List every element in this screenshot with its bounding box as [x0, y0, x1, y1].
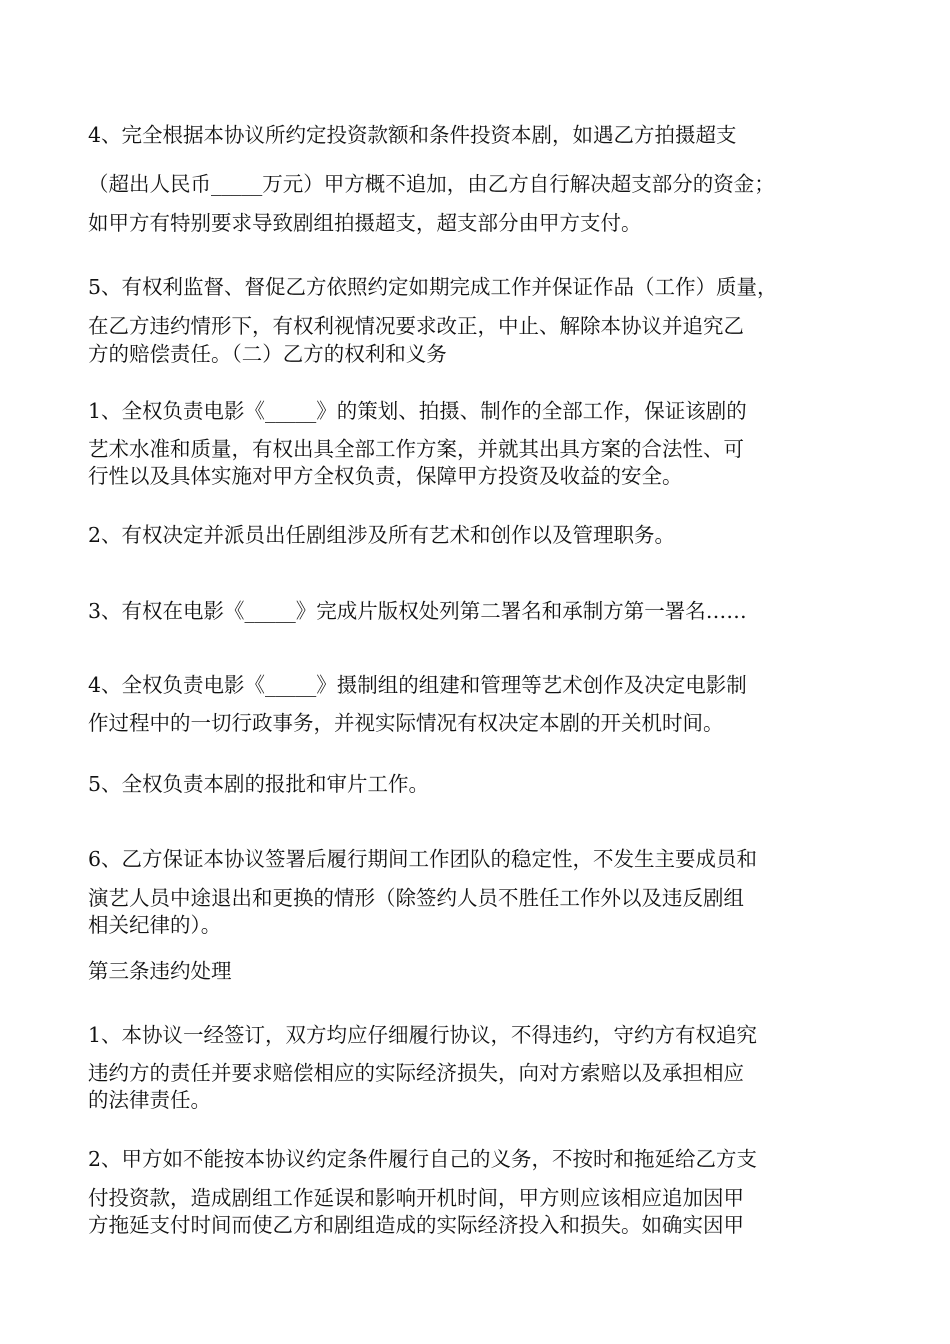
text-line: 作过程中的一切行政事务，并视实际情况有权决定本剧的开关机时间。 — [88, 711, 724, 735]
text-line: 5、全权负责本剧的报批和审片工作。 — [88, 772, 430, 796]
text-line: 2、甲方如不能按本协议约定条件履行自己的义务，不按时和拖延给乙方支 — [88, 1147, 758, 1171]
text-line: 如甲方有特别要求导致剧组拍摄超支，超支部分由甲方支付。 — [88, 211, 642, 235]
text-line: 演艺人员中途退出和更换的情形（除签约人员不胜任工作外以及违反剧组 — [88, 886, 744, 910]
section-heading: 第三条违约处理 — [88, 959, 232, 983]
text-line: 方的赔偿责任。（二）乙方的权利和义务 — [88, 342, 447, 366]
text-line: 行性以及具体实施对甲方全权负责，保障甲方投资及收益的安全。 — [88, 464, 683, 488]
text-line: 相关纪律的）。 — [88, 913, 222, 937]
text-line: 违约方的责任并要求赔偿相应的实际经济损失，向对方索赔以及承担相应 — [88, 1061, 744, 1085]
text-line: （超出人民币_____万元）甲方概不追加，由乙方自行解决超支部分的资金； — [88, 172, 775, 196]
text-line: 5、有权利监督、督促乙方依照约定如期完成工作并保证作品（工作）质量， — [88, 275, 778, 299]
text-line: 方拖延支付时间而使乙方和剧组造成的实际经济投入和损失。如确实因甲 — [88, 1213, 744, 1237]
text-line: 3、有权在电影《_____》完成片版权处列第二署名和承制方第一署名…… — [88, 599, 747, 623]
text-line: 1、全权负责电影《_____》的策划、拍摄、制作的全部工作，保证该剧的 — [88, 399, 747, 423]
text-line: 艺术水准和质量，有权出具全部工作方案，并就其出具方案的合法性、可 — [88, 437, 744, 461]
text-line: 1、本协议一经签订，双方均应仔细履行协议，不得违约，守约方有权追究 — [88, 1023, 758, 1047]
text-line: 4、全权负责电影《_____》摄制组的组建和管理等艺术创作及决定电影制 — [88, 673, 747, 697]
text-line: 2、有权决定并派员出任剧组涉及所有艺术和创作以及管理职务。 — [88, 523, 676, 547]
text-line: 付投资款，造成剧组工作延误和影响开机时间，甲方则应该相应追加因甲 — [88, 1186, 744, 1210]
text-line: 在乙方违约情形下，有权利视情况要求改正，中止、解除本协议并追究乙 — [88, 314, 744, 338]
text-line: 6、乙方保证本协议签署后履行期间工作团队的稳定性，不发生主要成员和 — [88, 847, 758, 871]
text-line: 4、完全根据本协议所约定投资款额和条件投资本剧，如遇乙方拍摄超支 — [88, 123, 737, 147]
text-line: 的法律责任。 — [88, 1088, 211, 1112]
